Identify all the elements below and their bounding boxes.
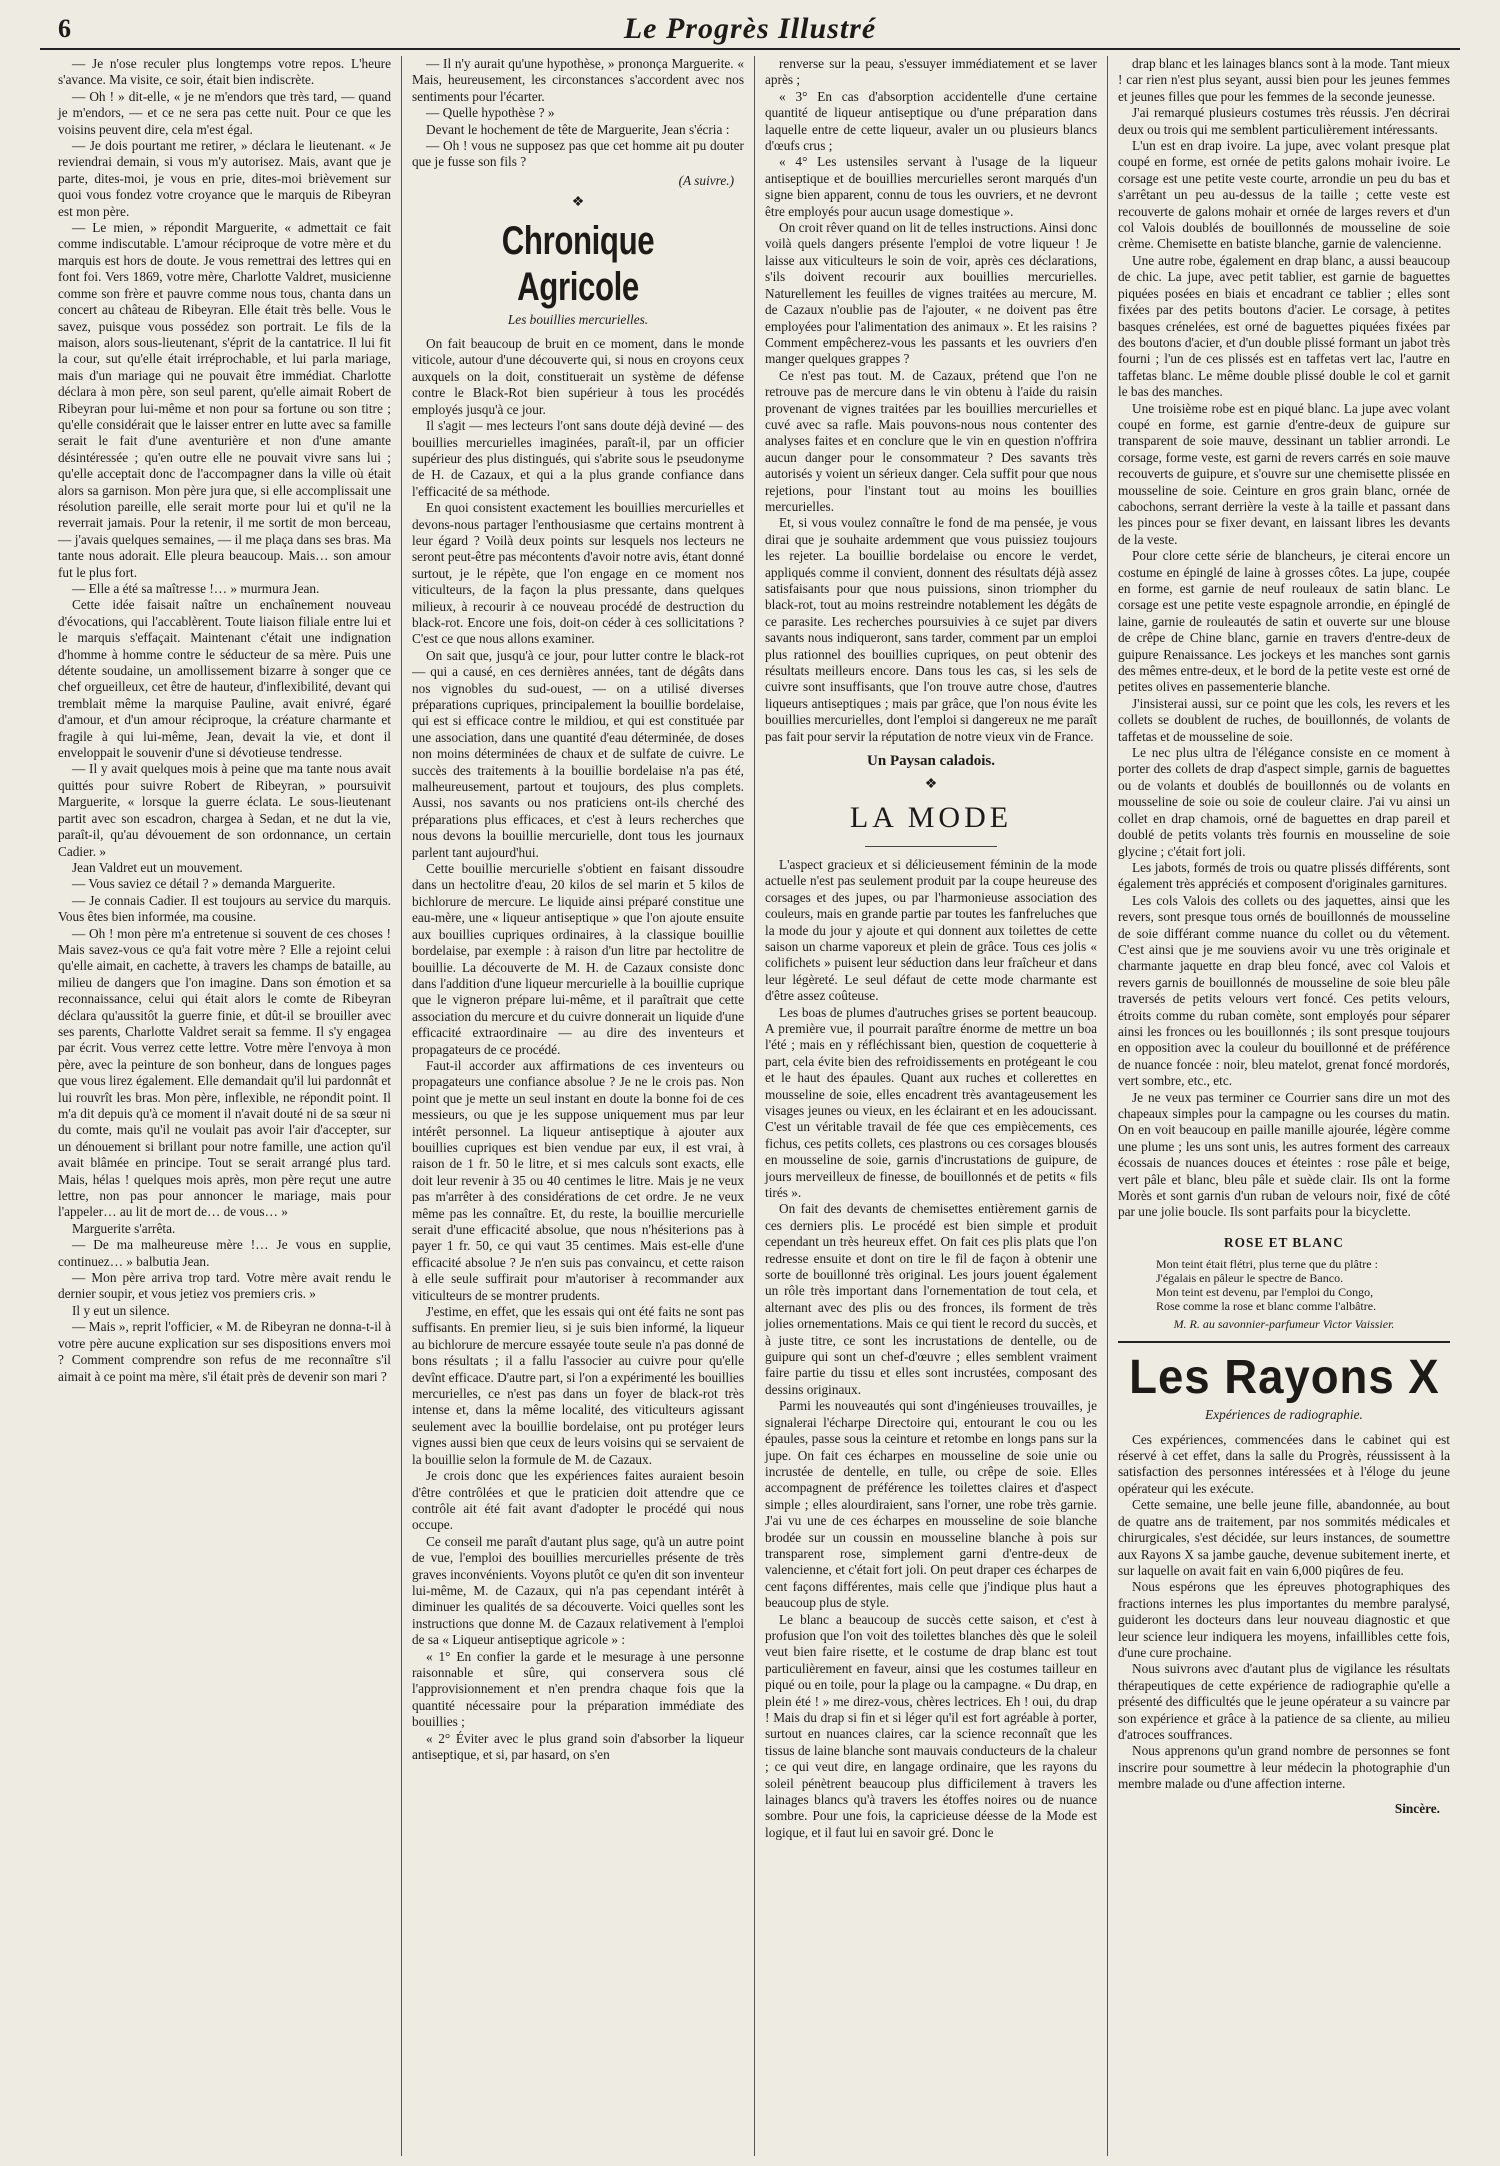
paragraph: Ces expériences, commencées dans le cabinet qui est réservé à cet effet, dans la salle du Progrès, réussissent à la satisfaction des personnes intéressées et à l'éloge du jeune opérateur qui les exécute. [1118, 1431, 1450, 1496]
paragraph: — Oh ! vous ne supposez pas que cet homme ait pu douter que je fusse son fils ? [412, 138, 744, 170]
paragraph: J'égalais en pâleur le spectre de Banco. [1156, 1271, 1344, 1286]
paragraph: J'insisterai aussi, sur ce point que les cols, les revers et les collets se doublent de ruches, de bouillonnés, de volants de taffetas et de mousseline de soie. [1118, 695, 1450, 744]
paragraph: En quoi consistent exactement les bouillies mercurielles et devons-nous partager l'enthousiasme que certains montrent à leur égard ? Voilà deux points sur lesquels nos lecteurs ne seront peut-être pas mécontents d'avoir notre avis, étant donné surtout, je le répète, que l'on engage en ce moment nos viticulteurs, de la façon la plus pressante, dans quelques milieux, à recourir à ce nouveau procédé de destruction du black-rot. Encore une fois, doit-on céder à ces sollicitations ? C'est ce que nous allons examiner. [412, 500, 744, 647]
poem-lines [1118, 1257, 1450, 1313]
paragraph: L'un est en drap ivoire. La jupe, avec volant presque plat coupé en forme, est ornée de petits galons mohair ivoire. Le corsage est une petite veste courte, arrondie un peu du bas et s'arrêtant un peu au-dessus de la taille ; cette veste est recouverte de galons mohair et ornée de larges revers et d'un col Valois doublés de bouillonnés de mousseline de soie crème. Chemisette en batiste blanche, garnie de valencienne. [1118, 138, 1450, 252]
rayons-x-subtitle: Expériences de radiographie. [1205, 1407, 1363, 1423]
paragraph: — Mon père arriva trop tard. Votre mère avait rendu le dernier soupir, et vous jetiez vos premiers cris. » [58, 1270, 391, 1302]
paragraph: Cette semaine, une belle jeune fille, abandonnée, au bout de quatre ans de traitement, par nos sommités médicales et chirurgicales, s'est décidée, sur leurs instances, de soumettre aux Rayons X sa jambe gauche, devenue subitement inerte, et sur laquelle on avait fait en vain 6,000 piqûres de feu. [1118, 1497, 1450, 1578]
poem-credit: M. R. au savonnier-parfumeur Victor Vaissier. [1173, 1317, 1395, 1332]
paragraph: Cette idée faisait naître un enchaînement nouveau d'évocations, qui l'accablèrent. Toute liaison filiale entre lui et le marquis s'effaçait. Maintenant c'était une indignation d'homme à homme contre le séducteur de sa mère. Puis une détente soudaine, un amollissement bizarre à songer que ce chef orgueilleux, cet être de hauteur, d'inflexibilité, devant qui tremblait même la marquise Pauline, avait enivré, égaré d'amour, et d'un amour réciproque, la créature charmante et fragile à qui lui-même, Jean, devait la vie, et dont il enveloppait le souvenir d'une si dévotieuse tendresse. [58, 597, 391, 761]
paragraph: — De ma malheureuse mère !… Je vous en supplie, continuez… » balbutia Jean. [58, 1237, 391, 1269]
la-mode-text-continued [1118, 56, 1450, 1221]
paragraph: Les cols Valois des collets ou des jaquettes, ainsi que les revers, sont presque tous ornés de bouillonnés de mousseline de soie différant comme nuance du collet ou du vêtement. C'est ainsi que je me souviens avoir vu une très originale et charmante jaquette en drap bleu foncé, avec col Valois et revers garnis de bouillonnés de mousseline de soie bleu pâle traversés de petits velours vert foncé. Ces petits velours, étroits comme du ruban comète, sont employés pour séparer ainsi les fronces ou les bouillonnés ; ils sont presque toujours en opposition avec la couleur du bouillonné et de préférence de nuance foncée : noir, bleu matelot, grenat foncé mordorés, vert sombre, etc., etc. [1118, 892, 1450, 1089]
paragraph: Les boas de plumes d'autruches grises se portent beaucoup. A première vue, il pourrait paraître énorme de mettre un boa l'été ; mais en y réfléchissant bien, question de coquetterie à part, cela évite bien des refroidissements en protégeant le cou et le haut des épaules. Quant aux ruches et collerettes en mousseline de soie, elles encadrent très avantageusement les visages jeunes ou vieux, en les éclairant et en les adoucissant. C'est un véritable travail de fée que ces empiècements, ces fichus, ces petits collets, ces plastrons ou ces corsages blousés en mousseline de soie, garnis d'incrustations de guipure, de jours merveilleux de finesse, de bouillonnés et de petits « fils tirés ». [765, 1004, 1097, 1200]
paragraph: Jean Valdret eut un mouvement. [72, 859, 243, 875]
paragraph: — Le mien, » répondit Marguerite, « admettait ce fait comme indiscutable. L'amour réciproque de votre mère et du marquis est hors de doute. Je vous remettrai des lettres qui en font foi. Vers 1869, votre mère, Charlotte Valdret, musicienne comme son frère et pauvre comme nous tous, chanta dans un concert au château de Ribeyran. Elle était très belle. Vous le savez, puisque vous possédez son portrait. Le fils de la maison, alors sous-lieutenant, s'éprit de la cantatrice. Il lui fit la cour, sut qu'elle était irréprochable, et lui parla mariage, mais d'un mariage qui ne pouvait être immédiat. Charlotte déclara à mon père, son seul parent, qu'elle aimait Robert de Ribeyran pour lui-même et non pour sa fortune ou son titre ; qu'elle considérait que le laisser entrer en lutte avec sa famille serait le fait d'une aventurière et non d'une amante désintéressée ; qu'en outre elle ne pouvait vivre sans lui ; qu'elle acceptait donc de l'accompagner dans la ville où était alors sa garnison. Mon père jura que, si elle accomplissait une résolution pareille, elle serait morte pour lui et qu'il ne la reverrait jamais. Pour la retenir, il me sortit de mon berceau, — j'avais quelques semaines, — il me plaça dans ses bras. Ma tante nous adorait. Elle pleura beaucoup. Mais… son amour fut le plus fort. [58, 220, 391, 580]
paragraph: — Il y avait quelques mois à peine que ma tante nous avait quittés pour suivre Robert de Ribeyran, » poursuivit Marguerite, « lorsque la guerre éclata. Le sous-lieutenant partit avec son escadron, chargea à Sedan, et ne dut la vie, paraît-il, qu'au dévouement de son ordonnance, un certain Cadier. » [58, 761, 391, 859]
column-3 [754, 56, 1107, 2156]
column-4 [1107, 56, 1460, 2156]
paragraph: On sait que, jusqu'à ce jour, pour lutter contre le black-rot — qui a causé, en ces dernières années, tant de dégâts dans nos vignobles du sud-ouest, — on a utilisé diverses préparations cupriques, principalement la bouillie bordelaise, qui est si efficace contre le mildiou, et qui est constituée par une association, dans une quantité d'eau déterminée, de doses non moins déterminées de chaux et de sulfate de cuivre. Le succès des traitements à la bouillie bordelaise n'a pas été, malheureusement, partout et toujours, des plus complets. Aussi, nos savants ou nos praticiens ont-ils cherché des préparations plus efficaces, et c'est à leurs recherches que nous devons la bouillie mercurielle, dont tous les journaux parlent tant aujourd'hui. [412, 647, 744, 860]
paragraph: — Je dois pourtant me retirer, » déclara le lieutenant. « Je reviendrai demain, si vous m'y autorisez. Mais, avant que je parte, dites-moi, je vous en prie, dites-moi brièvement sur quoi vous fondez votre croyance que le marquis de Ribeyran est mon père. [58, 138, 391, 219]
paragraph: J'estime, en effet, que les essais qui ont été faits ne sont pas suffisants. En premier lieu, si je suis bien informé, la liqueur au bichlorure de mercure essayée toute seule n'a pas donné de bons résultats ; il a fallu l'associer au cuivre pour qu'elle devînt efficace. D'autre part, si l'on a expérimenté les bouillies mercurielles, ce n'est pas dans un foyer de black-rot très intense et, dans la même localité, des viticulteurs agissant seulement avec la bouillie bordelaise, ont pu protéger leurs vignes aussi bien que ceux de leurs voisins qui se servaient de la bouillie selon la formule de M. de Cazaux. [412, 1304, 744, 1467]
paragraph: Il y eut un silence. [72, 1302, 170, 1318]
paragraph: Une troisième robe est en piqué blanc. La jupe avec volant coupé en forme, est garnie d'entre-deux de guipure sur transparent de soie mauve, dessinant un tablier arrondi. Le corsage, forme veste, est garni de revers carrés en soie mauve recouverts de guipure, et s'ouvre sur une chemisette plissée en mousseline de soie. Ceinture en gros grain blanc, ornée de cabochons, serrant derrière la veste à la taille et passant dans les pinces pour se fixer devant, en laissant libres les devants de la veste. [1118, 400, 1450, 547]
la-mode-title: LA MODE [849, 800, 1013, 834]
rayons-x-title: Les Rayons X [1128, 1351, 1440, 1405]
serial-novel-continuation [412, 56, 744, 171]
paragraph: Les jabots, formés de trois ou quatre plissés différents, sont également très appréciés et composent d'originales garnitures. [1118, 859, 1450, 892]
paragraph: Rose comme la rose et blanc comme l'albâtre. [1156, 1299, 1377, 1314]
section-ornament: ❖ [571, 195, 585, 211]
chronique-agricole-text [412, 336, 744, 1763]
paragraph: — Oh ! » dit-elle, « je ne m'endors que très tard, — quand je m'endors, — et ce ne sera pas cette nuit. Pour ce que les voisins peuvent dire, cela m'est égal. [58, 88, 391, 137]
la-mode-heading [765, 800, 1097, 836]
page-header [40, 8, 1460, 50]
chronique-agricole-heading [412, 218, 744, 310]
paragraph: Mon teint était flétri, plus terne que du plâtre : [1156, 1257, 1378, 1272]
divider [1118, 1341, 1450, 1343]
paragraph: J'ai remarqué plusieurs costumes très réussis. J'en décrirai deux ou trois qui me semblent particulièrement intéressants. [1118, 105, 1450, 137]
paragraph: Devant le hochement de tête de Marguerite, Jean s'écria : [426, 121, 730, 137]
column-1 [48, 56, 401, 2156]
paragraph: — Je connais Cadier. Il est toujours au service du marquis. Vous êtes bien informée, ma cousine. [58, 892, 391, 925]
section-ornament: ❖ [924, 777, 938, 793]
paragraph: Nous suivrons avec d'autant plus de vigilance les résultats thérapeutiques de cette expérience de radiographie qu'elle a présenté des difficultés que le jeune opérateur a su vaincre par son expérience et grâce à la patience de sa cliente, au milieu d'atroces souffrances. [1118, 1661, 1450, 1742]
paragraph: Nous apprenons qu'un grand nombre de personnes se font inscrire pour soumettre à leur médecin la photographie d'un membre malade ou d'une affection interne. [1118, 1743, 1450, 1792]
paragraph: — Quelle hypothèse ? » [426, 105, 555, 121]
paragraph: Cette bouillie mercurielle s'obtient en faisant dissoudre dans un hectolitre d'eau, 20 kilos de sel marin et 5 kilos de bichlorure de mercure. Le liquide ainsi préparé constitue une eau-mère, une « liqueur antiseptique » que l'on ajoute ensuite aux bouillies cupriques ordinaires, à la classique bouillie bordelaise, par exemple : à raison d'un litre par hectolitre de bouillie. La découverte de M. H. de Cazaux consiste donc dans l'addition d'une liqueur mercurielle à la bouillie cuprique que le vigneron prépare lui-même, et il paraîtrait que cette association du mercure et du cuivre donnerait un liquide d'une efficacité extraordinaire — au dire des inventeurs et propagateurs de ce procédé. [412, 861, 744, 1057]
paragraph: Nous espérons que les épreuves photographiques des fractions internes les plus importantes du membre paralysé, guideront les docteurs dans leur nouveau diagnostic et que leur science leur indiquera les moyens, infaillibles cette fois, d'une cure prochaine. [1118, 1579, 1450, 1660]
to-be-continued-note: (A suivre.) [678, 172, 734, 188]
rayons-x-heading [1118, 1351, 1450, 1405]
paragraph: On fait beaucoup de bruit en ce moment, dans le monde viticole, autour d'une découverte qui, si nous en croyons ceux auxquels on la doit, constituerait un système de défense contre le Black-Rot bien supérieur à tous les procédés employés jusqu'à ce jour. [412, 336, 744, 417]
page-number: 6 [58, 14, 71, 43]
paragraph: Pour clore cette série de blancheurs, je citerai encore un costume en épinglé de laine à grosses côtes. La jupe, coupée en forme, est garnie de neuf rouleaux de satin blanc. Le corsage est une petite veste espagnole arrondie, en épinglé de laine, garnie de rouleautés de satin et ouverte sur une blouse de crêpe de Chine blanc, garnie en travers d'entre-deux de guipure Renaissance. Les jockeys et les manches sont garnis des mêmes entre-deux, et le bord de la petite veste est orné de petites olives en passementerie blanche. [1118, 548, 1450, 695]
paragraph: Je crois donc que les expériences faites auraient besoin d'être contrôlées et que le praticien doit attendre que ce contrôle ait été fait avant d'adopter le procédé qui nous occupe. [412, 1468, 744, 1533]
article-columns [48, 56, 1462, 2156]
masthead-title: Le Progrès Illustré [623, 12, 877, 45]
paragraph: « 4° Les ustensiles servant à l'usage de la liqueur antiseptique et de bouillies mercurielles seront marqués d'un signe bien apparent, connu de tous les ouvriers, et ne devront être employés pour aucun usage domestique ». [765, 154, 1097, 219]
paragraph: — Mais », reprit l'officier, « M. de Ribeyran ne donna-t-il à votre père aucune explication sur ses dispositions envers moi ? Comment comprendre son refus de me reconnaître s'il aimait à ce point ma mère, s'il était près de devenir son mari ? [58, 1319, 391, 1384]
paragraph: Une autre robe, également en drap blanc, a aussi beaucoup de chic. La jupe, avec petit tablier, est garnie de baguettes piquées posées en biais et encadrant ce tablier ; elles sont fixées par des petits boutons d'acier. Le corsage, à petites basques crénelées, est orné de baguettes piquées fixées par des boutons d'acier, et d'un double plissé formant un jabot très fourni ; l'un de ces plissés est en taffetas vert lac, l'autre en taffetas blanc. Le même double plissé double le col et garnit le bas des manches. [1118, 252, 1450, 400]
paragraph: — Il n'y aurait qu'une hypothèse, » prononça Marguerite. « Mais, heureusement, les circonstances s'accordent avec nos sentiments pour l'écarter. [412, 56, 744, 104]
paragraph: Et, si vous voulez connaître le fond de ma pensée, je vous dirai que je souhaite ardemment que vous puissiez toujours les rejeter. La bouillie bordelaise ou encore le verdet, appliqués comme il convient, donnent des résultats déjà assez satisfaisants pour que nous puissions, sinon triompher du black-rot, tout au moins restreindre notablement les dégâts de ce parasite. Les recherches poursuivies à ce sujet par divers savants nous indiqueront, sans tarder, comment par un emploi plus rationnel des bouillies cupriques, on peut obtenir des résultats meilleurs encore. Dans tous les cas, si les sels de cuivre sont insuffisants, que l'on trouve autre chose, d'autres liqueurs antiseptiques ; mais par grâce, que l'on nous évite les bouillies mercurielles, dont l'emploi si dangereux ne me paraît pas fait pour servir la réputation de notre vieux vin de France. [765, 515, 1097, 744]
chronique-agricole-title: Chronique Agricole [501, 218, 655, 309]
rayons-x-signature: Sincère. [1394, 1800, 1440, 1816]
paragraph: Le nec plus ultra de l'élégance consiste en ce moment à porter des collets de drap d'aspect simple, garnis de baguettes ou de volants et doublés de bouillonnés ou de volants en mousseline de soie ou soie de couleur claire. J'ai vu ainsi un collet en drap chamois, orné de baguettes en drap pareil et doublé de petits volants très fournis en mousseline de soie glycine ; c'était fort joli. [1118, 745, 1450, 859]
paragraph: On fait des devants de chemisettes entièrement garnis de ces derniers plis. Le procédé est bien simple et produit cependant un très heureux effet. On fait ces plis plats que l'on redresse ensuite et dont on tire le fil de façon à obtenir une sorte de bouillonné très original. Les jours jouent également un rôle très important dans l'ornementation de tout cela, et alternant avec des plis ou des fronces, ils forment de très jolies ornementations. Mais ce qui tient le record du succès, et à juste titre, ce sont les incrustations de dentelle, ou de guipure qui sont un chef-d'œuvre ; elles semblent vraiment faire partie du tissu et elles sont incrustées, composant des dessins originaux. [765, 1201, 1097, 1397]
paragraph: « 3° En cas d'absorption accidentelle d'une certaine quantité de liqueur antiseptique ou d'une préparation dans laquelle entre de cette liqueur, avaler un ou plusieurs blancs d'œufs crus ; [765, 88, 1097, 154]
paragraph: Marguerite s'arrêta. [72, 1220, 176, 1236]
serial-novel-text [58, 56, 391, 1385]
rayons-x-text [1118, 1432, 1450, 1793]
chronique-signature: Un Paysan caladois. [867, 753, 995, 770]
rose-et-blanc-title: ROSE ET BLANC [1224, 1234, 1344, 1250]
paragraph: Mon teint est devenu, par l'emploi du Congo, [1156, 1285, 1374, 1300]
paragraph: — Je n'ose reculer plus longtemps votre repos. L'heure s'avance. Ma visite, ce soir, était bien indiscrète. [58, 56, 391, 88]
paragraph: Ce n'est pas tout. M. de Cazaux, prétend que l'on ne retrouve pas de mercure dans le vin obtenu à l'aide du raisin provenant de vignes traitées par les bouillies mercurielles et cuvé avec sa rafle. Mais pouvons-nous nous contenter des analyses faites et en conclure que le vin en question n'offrira aucun danger pour le consommateur ? Des savants très autorisés y voient un sérieux danger. Cela suffit pour que nous rejetions, pour l'instant tout au moins les bouillies mercurielles. [765, 367, 1097, 514]
paragraph: drap blanc et les lainages blancs sont à la mode. Tant mieux ! car rien n'est plus seyant, aussi bien pour les jeunes femmes et jeunes filles que pour les femmes de la seconde jeunesse. [1118, 56, 1450, 104]
paragraph: Il s'agit — mes lecteurs l'ont sans doute déjà deviné — des bouillies mercurielles imaginées, paraît-il, par un officier supérieur des plus distingués, qui s'abrite sous le pseudonyme de H. de Cazaux, et qui a la plus grande confiance dans l'efficacité de sa méthode. [412, 418, 744, 499]
column-2 [401, 56, 754, 2156]
paragraph: L'aspect gracieux et si délicieusement féminin de la mode actuelle n'est pas seulement produit par la coupe heureuse des corsages et des jupes, ou par l'harmonieuse association des couleurs, mais en grande partie par toutes les fanfreluches que la mode du jour y ajoute et qui donnent aux toilettes de cette saison un charme vaporeux et plein de grâce. Tous ces jolis « colifichets » puisent leur séduction dans leur fraîcheur et dans leur légèreté. Le seul défaut de cette mode charmante est d'être assez coûteuse. [765, 856, 1097, 1004]
la-mode-text [765, 857, 1097, 1841]
chronique-agricole-text-continued [765, 56, 1097, 745]
paragraph: « 2° Éviter avec le plus grand soin d'absorber la liqueur antiseptique, et si, par hasard, on s'en [412, 1730, 744, 1762]
paragraph: — Elle a été sa maîtresse !… » murmura Jean. [72, 581, 320, 596]
paragraph: — Vous saviez ce détail ? » demanda Marguerite. [72, 876, 336, 892]
paragraph: Ce conseil me paraît d'autant plus sage, qu'à un autre point de vue, l'emploi des bouillies mercurielles présente de très graves inconvénients. Voyons plutôt ce qu'en dit son inventeur lui-même, M. de Cazaux, qui n'a pas cependant intérêt à diminuer les qualités de sa découverte. Voici quelles sont les instructions que donne M. de Cazaux relativement à l'emploi de sa « Liqueur antiseptique agricole » : [412, 1533, 744, 1648]
paragraph: Je ne veux pas terminer ce Courrier sans dire un mot des chapeaux simples pour la campagne ou les courses du matin. On en voit beaucoup en paille manille ajourée, légère comme une plume ; les uns sont unis, les autres forment des carreaux écossais de nuances douces et éteintes : rose pâle et beige, vert pâle et blanc, bleu pâle et suède clair. Ils ont la forme Morès et sont garnis d'un ruban de velours noir, fixé de côté par une jolie boucle. Ils sont parfaits pour la bicyclette. [1118, 1089, 1450, 1220]
paragraph: Faut-il accorder aux affirmations de ces inventeurs ou propagateurs une confiance absolue ? Je ne le crois pas. Non point que je mette un seul instant en doute la bonne foi de ces messieurs, ou que je les suppose uniquement mus par leur intérêt personnel. La liqueur antiseptique à ajouter aux bouillies cupriques est bien vendue par eux, il est vrai, à raison de 1 fr. 50 le litre, et si mes calculs sont exacts, elle doit leur revenir à 35 ou 40 centimes le litre. Mais je ne veux pas m'arrêter à des considérations de cet ordre. Je ne veux même pas les connaître. Et, du reste, la bouillie mercurielle serait d'une efficacité absolue, que nous n'hésiterions pas à payer 1 fr. 50, ce qui vaut 35 centimes. Mais est-elle d'une efficacité absolue ? Je n'en suis pas convaincu, et cette raison à elle seule suffirait pour m'autoriser à recommander aux viticulteurs de se montrer prudents. [412, 1057, 744, 1303]
chronique-agricole-subtitle: Les bouillies mercurielles. [507, 311, 649, 327]
paragraph: « 1° En confier la garde et le mesurage à une personne raisonnable et sûre, qui conservera sous clé l'approvisionnement et n'en prendra chaque fois que la quantité nécessaire pour la préparation immédiate des bouillies ; [412, 1648, 744, 1730]
paragraph: renverse sur la peau, s'essuyer immédiatement et se laver après ; [765, 56, 1097, 88]
paragraph: Parmi les nouveautés qui sont d'ingénieuses trouvailles, je signalerai l'écharpe Directoire qui, entourant le cou ou les épaules, passe sous la ceinture et retombe en longs pans sur la jupe. On fait ces écharpes en mousseline de soie unie ou incrustée de dentelle, en tulle, ou crêpe de soie. Elles accompagnent de préférence les toilettes claires et d'aspect simple ; elles alourdiraient, sans l'orner, une robe très garnie. J'ai vu une de ces écharpes en mousseline de soie blanche brodée sur un coussin en mousseline blanche à pois sur transparent rose, simplement garni d'entre-deux de valencienne, et c'était fort joli. On peut draper ces écharpes de cent façons différentes, mais celle que j'indique plus haut a beaucoup plus de style. [765, 1398, 1097, 1611]
paragraph: Le blanc a beaucoup de succès cette saison, et c'est à profusion que l'on voit des toilettes blanches dès que le soleil veut bien faire risette, et le costume de drap blanc est tout particulièrement en faveur, ainsi que les costumes tailleur en piqué ou en toile, pour la plage ou la campagne. « Du drap, en plein été ! » me direz-vous, chères lectrices. Eh ! oui, du drap ! Mais du drap si fin et si léger qu'il est fort agréable à porter, surtout en nuances claires, car la science reconnaît que les tissus de laine blanche sont mauvais conducteurs de la chaleur ; ce qui veut dire, en langage ordinaire, que les rayons du soleil pénètrent beaucoup plus difficilement à travers les lainages blancs qu'à travers les étoffes noires ou de nuance sombre. Pour une fois, la capricieuse déesse de la Mode est logique, et il faut lui en savoir gré. Donc le [765, 1611, 1097, 1840]
divider [865, 846, 998, 847]
rose-et-blanc-poem [1118, 1257, 1450, 1331]
paragraph: On croit rêver quand on lit de telles instructions. Ainsi donc voilà quels dangers présente l'emploi de votre liqueur ! Je laisse aux viticulteurs le soin de voir, après ces déclarations, s'ils doivent recourir aux bouillies mercurielles. Naturellement les feuilles de vignes traitées au mercure, M. de Cazaux n'oublie pas de l'ajouter, « ne doivent pas être employées pour l'alimentation des animaux ». Et les raisins ? Comment empêcherez-vous les passants et les ouvriers d'en manger quelques grappes ? [765, 220, 1097, 367]
paragraph: — Oh ! mon père m'a entretenue si souvent de ces choses ! Mais savez-vous ce qu'a fait votre mère ? Elle a rejoint celui qu'elle aimait, en cachette, à travers les champs de bataille, au milieu de dangers que l'on imagine. Dans son émotion et sa reconnaissance, celui qui était alors le comte de Ribeyran déclara qu'aussitôt la guerre finie, et dût-il se brouiller avec ses parents, Charlotte Valdret serait sa femme. Il s'y engagea par écrit. Vous verrez cette lettre. Votre mère l'envoya à mon père, avec la peinture de son bonheur, dans de longues pages que vous lirez également. Elle demandait qu'il lui pardonnât et lui rouvrît les bras. Mon père, inflexible, ne répondit point. Il m'a dit depuis qu'à ce moment il n'avait douté ni de sa sœur ni du comte, mais qu'il ne voulait pas avoir l'air d'accepter, sur un dénouement si brillant pour notre famille, une action qu'il avait blâmée en principe. Tout se serait arrangé plus tard. Mais, hélas ! quelques mois après, mon père reçut une autre lettre, non pas pour annoncer le mariage, mais pour l'appeler… au lit de mort de… de vous… » [58, 925, 391, 1220]
